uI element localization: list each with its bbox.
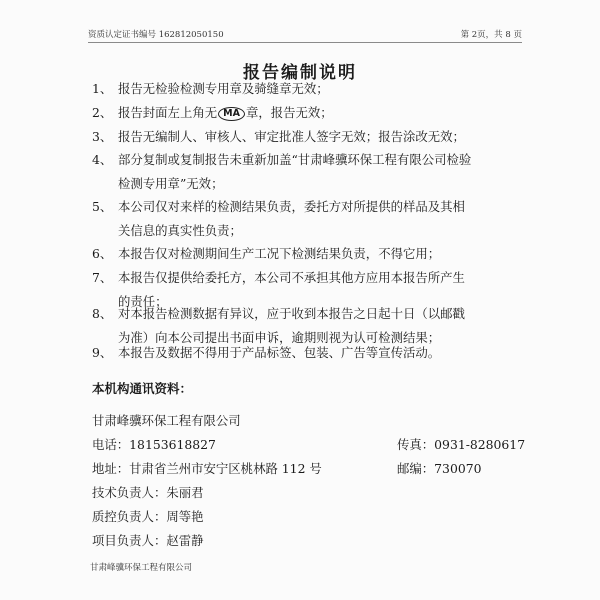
note-text: 本报告仅对检测期间生产工况下检测结果负责，不得它用； [118, 246, 441, 261]
address: 地址：甘肃省兰州市安宁区桃林路 112 号 [92, 461, 322, 476]
note-text: 本报告仅提供给委托方，本公司不承担其他方应用本报告所产生 [118, 270, 465, 285]
note-item-2 [92, 101, 530, 125]
company-name: 甘肃峰骥环保工程有限公司 [92, 413, 241, 428]
note-number: 5、 [92, 199, 113, 214]
certificate-number: 资质认定证书编号 162812050150 [88, 30, 224, 40]
note-number: 4、 [92, 152, 113, 167]
note-text-continued: 检测专用章”无效； [118, 176, 224, 191]
note-item-5 [92, 195, 530, 243]
note-item-3 [92, 125, 530, 149]
note-number: 3、 [92, 129, 113, 144]
note-text: 本公司仅对来样的检测结果负责，委托方对所提供的样品及其相 [118, 199, 465, 214]
contact-section-title: 本机构通讯资料： [92, 381, 193, 396]
note-text-continued: 的责任； [118, 294, 168, 309]
note-text-continued: 关信息的真实性负责； [118, 223, 242, 238]
note-text: 部分复制或复制报告未重新加盖“甘肃峰骥环保工程有限公司检验 [118, 152, 472, 167]
postcode: 邮编：730070 [397, 461, 482, 476]
note-number: 9、 [92, 345, 113, 360]
note-text: 对本报告检测数据有异议，应于收到本报告之日起十日（以邮戳 [118, 306, 465, 321]
note-number: 8、 [92, 306, 113, 321]
project-lead: 项目负责人：赵雷静 [92, 533, 204, 548]
note-item-6 [92, 242, 530, 266]
quality-control-lead: 质控负责人：周等艳 [92, 509, 204, 524]
note-text-continued: 为准）向本公司提出书面申诉，逾期则视为认可检测结果； [118, 330, 441, 345]
note-number: 2、 [92, 105, 113, 120]
note-item-9 [92, 341, 530, 365]
fax-number: 传真：0931-8280617 [397, 437, 526, 452]
note-number: 7、 [92, 270, 113, 285]
document-title: 报告编制说明 [243, 63, 357, 83]
note-item-4 [92, 148, 530, 196]
note-item-1 [92, 77, 530, 101]
note-number: 6、 [92, 246, 113, 261]
note-text: 报告封面左上角无 [118, 105, 218, 120]
page-number: 第 2页，共 8 页 [460, 30, 522, 40]
note-text: 报告无编制人、审核人、审定批准人签字无效；报告涂改无效； [118, 129, 465, 144]
note-text: 本报告及数据不得用于产品标签、包装、广告等宣传活动。 [118, 345, 441, 360]
phone-number: 电话：18153618827 [92, 437, 216, 452]
note-number: 1、 [92, 81, 113, 96]
note-text: 报告无检验检测专用章及骑缝章无效； [118, 81, 329, 96]
cma-mark-icon: MA [218, 107, 245, 121]
technical-lead: 技术负责人：朱丽君 [92, 485, 204, 500]
page-header [88, 26, 522, 43]
page-footer: 甘肃峰骥环保工程有限公司 [90, 563, 193, 573]
note-text: 章，报告无效； [245, 105, 333, 120]
